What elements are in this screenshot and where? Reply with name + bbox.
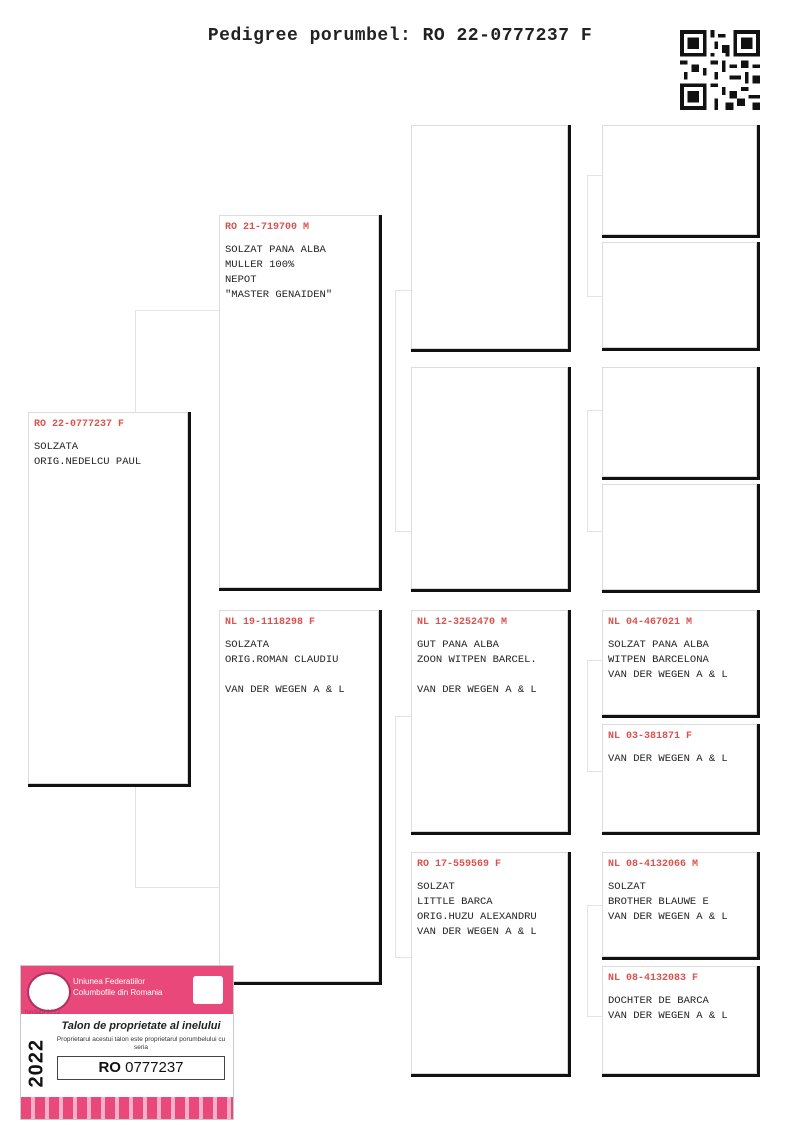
connector-dam-sire — [587, 660, 603, 772]
pedigree-box-dam-dam-sire — [602, 852, 760, 960]
card-title: Talon de proprietate al inelului — [61, 1020, 221, 1032]
pedigree-box-dam-sire-sire — [602, 610, 760, 718]
ring-number: RO 17-559569 F — [417, 859, 502, 870]
pedigree-box-sire-dam — [411, 367, 571, 592]
ring-number: RO 22-0777237 F — [34, 419, 125, 430]
page-title: Pedigree porumbel: RO 22-0777237 F — [207, 26, 593, 46]
qr-code — [680, 30, 760, 110]
dove-logo-icon — [27, 972, 71, 1012]
pigeon-details: DOCHTER DE BARCA VAN DER WEGEN A & L — [608, 995, 728, 1022]
ring-number: NL 08-4132066 M — [608, 859, 699, 870]
pedigree-box-dam-dam-dam — [602, 966, 760, 1077]
pedigree-box-subject — [28, 412, 191, 787]
ring-number: NL 19-1118298 F — [225, 617, 316, 628]
card-year: 2022 — [25, 1039, 48, 1088]
ring-number: RO 21-719700 M — [225, 222, 310, 233]
pedigree-box-sire-sire-sire — [602, 125, 760, 238]
pigeon-details: SOLZATA ORIG.NEDELCU PAUL — [34, 441, 142, 468]
pigeon-details: GUT PANA ALBA ZOON WITPEN BARCEL. VAN DER WEGEN A & L — [417, 639, 537, 696]
connector-sire-dam — [587, 410, 603, 532]
pedigree-box-dam-sire-dam — [602, 724, 760, 835]
pigeon-details: SOLZAT BROTHER BLAUWE E VAN DER WEGEN A & L — [608, 881, 728, 923]
pedigree-box-sire-dam-sire — [602, 367, 760, 480]
pigeon-details: SOLZAT PANA ALBA MULLER 100% NEPOT "MASTER GENAIDEN" — [225, 244, 333, 301]
pedigree-box-sire-sire-dam — [602, 242, 760, 351]
card-logo-caption: fondata 2012 — [25, 1010, 61, 1016]
card-organization: Uniunea Federatiilor Columbofile din Romania — [73, 977, 163, 997]
card-subtitle: Proprietarul acestui talon este proprietarul porumbelului cu seria — [56, 1036, 226, 1051]
pedigree-box-sire — [219, 215, 382, 591]
pigeon-details: SOLZAT PANA ALBA WITPEN BARCELONA VAN DER WEGEN A & L — [608, 639, 728, 681]
pedigree-box-dam-dam — [411, 852, 571, 1077]
pedigree-box-sire-dam-dam — [602, 484, 760, 593]
pigeon-details: VAN DER WEGEN A & L — [608, 753, 728, 765]
connector-dam-dam — [587, 905, 603, 1017]
connector-sire-sire — [587, 175, 603, 297]
ring-number: NL 12-3252470 M — [417, 617, 508, 628]
pedigree-box-dam-sire — [411, 610, 571, 835]
card-footer-pattern — [21, 1097, 233, 1119]
pigeon-details: SOLZAT LITTLE BARCA ORIG.HUZU ALEXANDRU VAN DER WEGEN A & L — [417, 881, 537, 938]
pedigree-box-dam — [219, 610, 382, 985]
card-ring-prefix: RO — [98, 1059, 121, 1076]
card-ring-serial: 0777237 — [125, 1059, 184, 1076]
ownership-card — [20, 965, 234, 1120]
pigeon-details: SOLZATA ORIG.ROMAN CLAUDIU VAN DER WEGEN A & L — [225, 639, 345, 696]
card-ring-number — [57, 1056, 225, 1080]
ring-number: NL 03-381871 F — [608, 731, 693, 742]
pedigree-box-sire-sire — [411, 125, 571, 352]
ring-number: NL 04-467021 M — [608, 617, 693, 628]
federation-badge-icon — [193, 976, 223, 1004]
ring-number: NL 08-4132083 F — [608, 973, 699, 984]
